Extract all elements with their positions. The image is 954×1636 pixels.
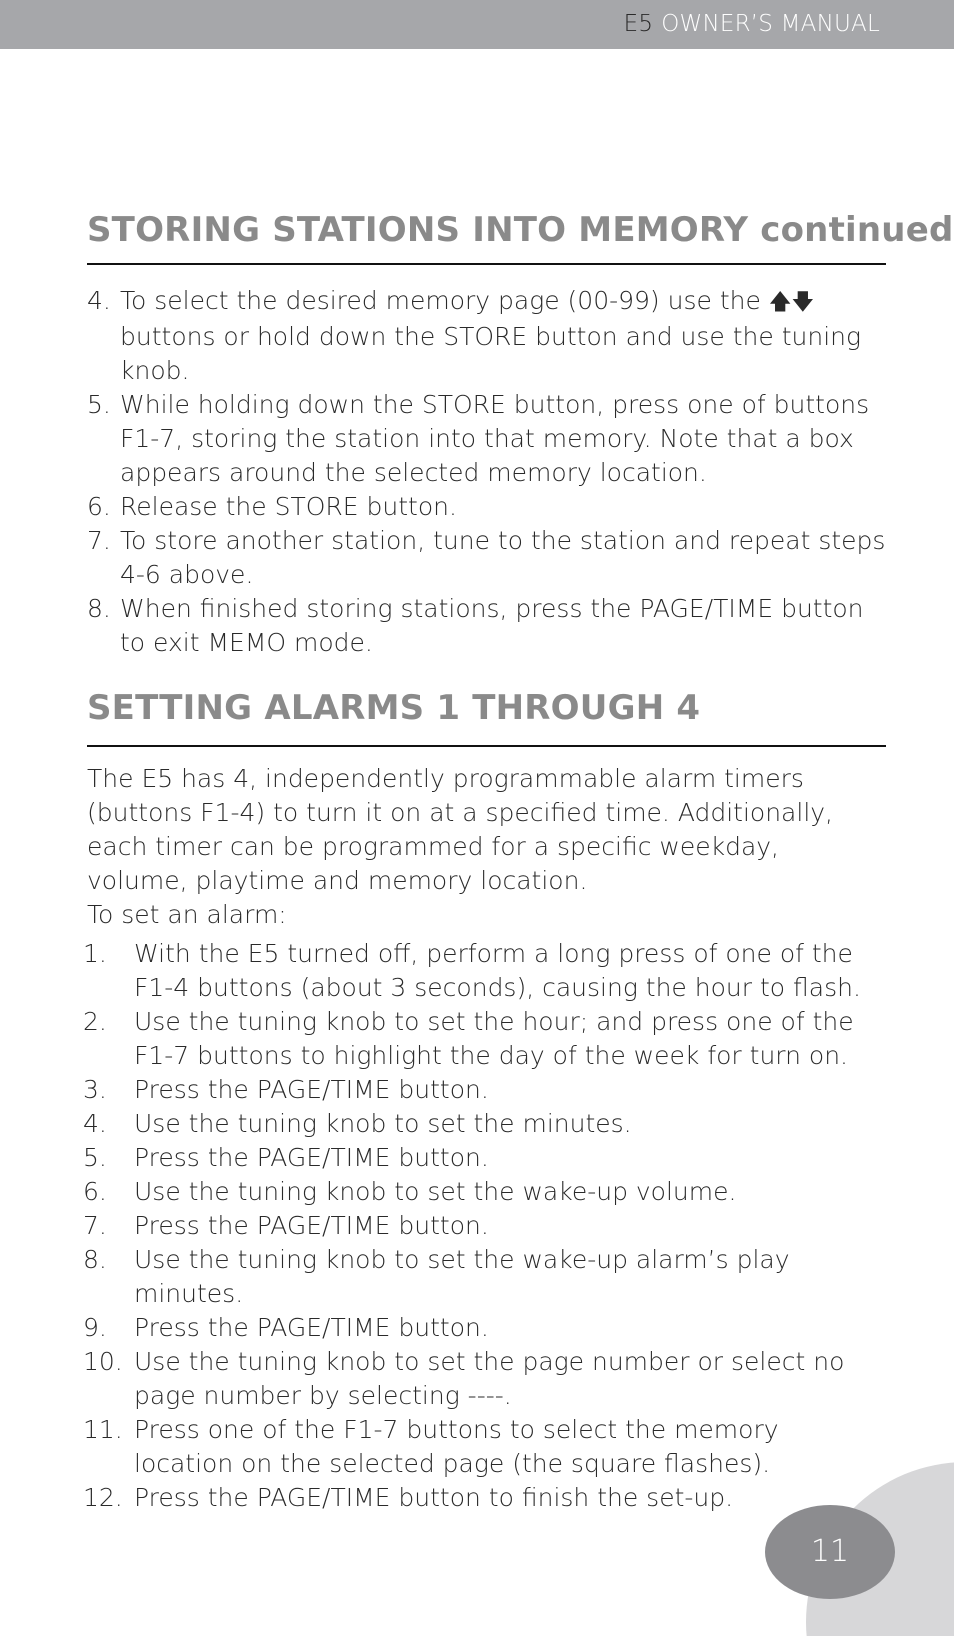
step-number: 7. (87, 526, 111, 555)
section-rule-storing (87, 263, 886, 265)
section-rule-alarms (87, 745, 886, 747)
section-title-storing: STORING STATIONS INTO MEMORY continued (87, 210, 954, 250)
step-number: 5. (83, 1143, 107, 1172)
alarm-steps-list (83, 937, 883, 1515)
step-text-start: To select the desired memory page (00-99) use the (120, 286, 769, 315)
step-number: 5. (87, 390, 111, 419)
list-item (83, 1073, 883, 1107)
step-number: 8. (87, 594, 111, 623)
running-header (624, 11, 880, 37)
page-number: 11 (810, 1534, 850, 1569)
step-number: 12. (83, 1483, 123, 1512)
alarms-intro: The E5 has 4, independently programmable alarm timers (buttons F1-4) to turn it on at a specified time. Additionally, each timer can be programmed for a specific weekday, volume, playtime and memory location. (87, 764, 834, 895)
step-number: 10. (83, 1347, 123, 1376)
list-item (83, 1209, 883, 1243)
step-text: When finished storing stations, press the PAGE/TIME button to exit MEMO mode. (120, 594, 864, 657)
list-item (83, 1107, 883, 1141)
step-text: To store another station, tune to the station and repeat steps 4-6 above. (120, 526, 886, 589)
list-item (87, 284, 887, 388)
list-item (83, 1243, 883, 1311)
step-text: Release the STORE button. (120, 492, 457, 521)
step-number: 9. (83, 1313, 107, 1342)
section-title-alarms: SETTING ALARMS 1 THROUGH 4 (87, 688, 701, 728)
step-text: Use the tuning knob to set the wake-up alarm’s play minutes. (134, 1245, 790, 1308)
list-item (83, 1413, 883, 1481)
list-item (87, 524, 887, 592)
step-text: Use the tuning knob to set the hour; and press one of the F1-7 buttons to highlight the day of the week for turn on. (134, 1007, 854, 1070)
step-text: Press the PAGE/TIME button. (134, 1211, 489, 1240)
up-arrow-icon: 🡅 (768, 290, 792, 315)
list-item (83, 1175, 883, 1209)
step-text: Press one of the F1-7 buttons to select the memory location on the selected page (the square flashes). (134, 1415, 779, 1478)
list-item (83, 1005, 883, 1073)
down-arrow-icon: 🡇 (791, 290, 815, 315)
step-text: While holding down the STORE button, press one of buttons F1-7, storing the station into that memory. Note that a box appears around the selected memory location. (120, 390, 870, 487)
step-text: Press the PAGE/TIME button. (134, 1143, 489, 1172)
step-text-end: buttons or hold down the STORE button and use the tuning knob. (120, 322, 862, 385)
step-number: 4. (83, 1109, 107, 1138)
list-item (87, 592, 887, 660)
step-number: 8. (83, 1245, 107, 1274)
header-model: E5 (623, 11, 654, 37)
step-text: Use the tuning knob to set the minutes. (134, 1109, 632, 1138)
alarms-subhead: To set an alarm: (87, 900, 287, 929)
step-text: Use the tuning knob to set the wake-up volume. (134, 1177, 737, 1206)
step-number: 3. (83, 1075, 107, 1104)
step-number: 2. (83, 1007, 107, 1036)
step-text: With the E5 turned off, perform a long press of one of the F1-4 buttons (about 3 seconds), causing the hour to flash. (134, 939, 861, 1002)
step-number: 6. (83, 1177, 107, 1206)
storing-steps-list (87, 284, 887, 660)
step-text: Press the PAGE/TIME button to finish the set-up. (134, 1483, 734, 1512)
list-item (83, 1311, 883, 1345)
list-item (87, 388, 887, 490)
list-item (83, 1345, 883, 1413)
step-number: 6. (87, 492, 111, 521)
step-text: Press the PAGE/TIME button. (134, 1075, 489, 1104)
step-number: 7. (83, 1211, 107, 1240)
list-item (87, 490, 887, 524)
step-text: Press the PAGE/TIME button. (134, 1313, 489, 1342)
step-number: 1. (83, 939, 107, 968)
step-text: Use the tuning knob to set the page number or select no page number by selecting ----. (134, 1347, 845, 1410)
list-item (83, 1481, 883, 1515)
step-number: 4. (87, 286, 111, 315)
list-item (83, 1141, 883, 1175)
list-item (83, 937, 883, 1005)
header-title: OWNER’S MANUAL (661, 11, 880, 37)
step-number: 11. (83, 1415, 123, 1444)
